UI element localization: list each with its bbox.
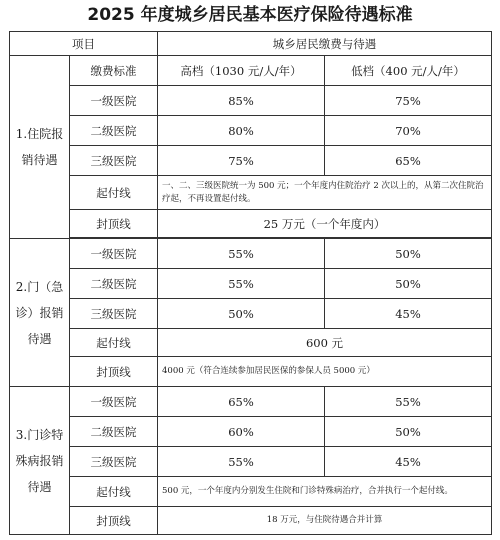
- table-row: [10, 357, 492, 387]
- table-row: [10, 299, 492, 329]
- table-row: [10, 269, 492, 299]
- fee-standard-label: 缴费标准: [70, 56, 158, 86]
- cap-label: 封顶线: [70, 507, 158, 535]
- deductible-label: 起付线: [70, 176, 158, 210]
- deductible-text: 一、二、三级医院统一为 500 元；一个年度内住院治疗 2 次以上的，从第二次住院治疗起，不再设置起付线。: [158, 176, 492, 210]
- cap-label: 封顶线: [70, 357, 158, 387]
- category-outpatient: 2.门（急诊）报销待遇: [10, 239, 70, 387]
- header-item: 项目: [10, 32, 158, 56]
- page-title: 2025 年度城乡居民基本医疗保险待遇标准: [87, 5, 413, 25]
- low-rate: 50%: [325, 269, 492, 299]
- hospital-level-label: 二级医院: [70, 417, 158, 447]
- high-rate: 50%: [158, 299, 325, 329]
- deductible-text: 500 元，一个年度内分别发生住院和门诊特殊病治疗，合并执行一个起付线。: [158, 477, 492, 507]
- cap-text: 18 万元，与住院待遇合并计算: [158, 507, 492, 535]
- hospital-level-label: 三级医院: [70, 146, 158, 176]
- deductible-text: 600 元: [158, 329, 492, 357]
- high-rate: 55%: [158, 447, 325, 477]
- high-rate: 85%: [158, 86, 325, 116]
- cap-text: 4000 元（符合连续参加居民医保的参保人员 5000 元）: [158, 357, 492, 387]
- high-rate: 55%: [158, 239, 325, 269]
- high-rate: 75%: [158, 146, 325, 176]
- table-row: [10, 239, 492, 269]
- hospital-level-label: 一级医院: [70, 239, 158, 269]
- table-row: [10, 447, 492, 477]
- table-row: [10, 210, 492, 238]
- hospital-level-label: 三级医院: [70, 447, 158, 477]
- high-tier-label: 高档（1030 元/人/年）: [158, 56, 325, 86]
- header-treatment: 城乡居民缴费与待遇: [158, 32, 492, 56]
- table-row: [10, 116, 492, 146]
- table-row: [10, 86, 492, 116]
- table-row: [10, 56, 492, 86]
- low-rate: 45%: [325, 447, 492, 477]
- table-row: [10, 329, 492, 357]
- low-tier-label: 低档（400 元/人/年）: [325, 56, 492, 86]
- hospital-level-label: 一级医院: [70, 387, 158, 417]
- category-special-outpatient: 3.门诊特殊病报销待遇: [10, 387, 70, 535]
- hospital-level-label: 二级医院: [70, 116, 158, 146]
- table-row: [10, 146, 492, 176]
- deductible-label: 起付线: [70, 329, 158, 357]
- table-row: [10, 417, 492, 447]
- low-rate: 50%: [325, 239, 492, 269]
- high-rate: 55%: [158, 269, 325, 299]
- low-rate: 45%: [325, 299, 492, 329]
- benefits-table: [9, 31, 492, 535]
- deductible-label: 起付线: [70, 477, 158, 507]
- cap-text: 25 万元（一个年度内）: [158, 210, 492, 238]
- table-row: [10, 387, 492, 417]
- category-inpatient: 1.住院报销待遇: [10, 56, 70, 239]
- high-rate: 60%: [158, 417, 325, 447]
- table-row: [10, 507, 492, 535]
- low-rate: 65%: [325, 146, 492, 176]
- high-rate: 80%: [158, 116, 325, 146]
- table-row: [10, 176, 492, 210]
- low-rate: 70%: [325, 116, 492, 146]
- low-rate: 75%: [325, 86, 492, 116]
- hospital-level-label: 一级医院: [70, 86, 158, 116]
- cap-label: 封顶线: [70, 210, 158, 238]
- low-rate: 50%: [325, 417, 492, 447]
- table-row: [10, 477, 492, 507]
- high-rate: 65%: [158, 387, 325, 417]
- low-rate: 55%: [325, 387, 492, 417]
- hospital-level-label: 二级医院: [70, 269, 158, 299]
- table-header-row: [10, 32, 492, 56]
- hospital-level-label: 三级医院: [70, 299, 158, 329]
